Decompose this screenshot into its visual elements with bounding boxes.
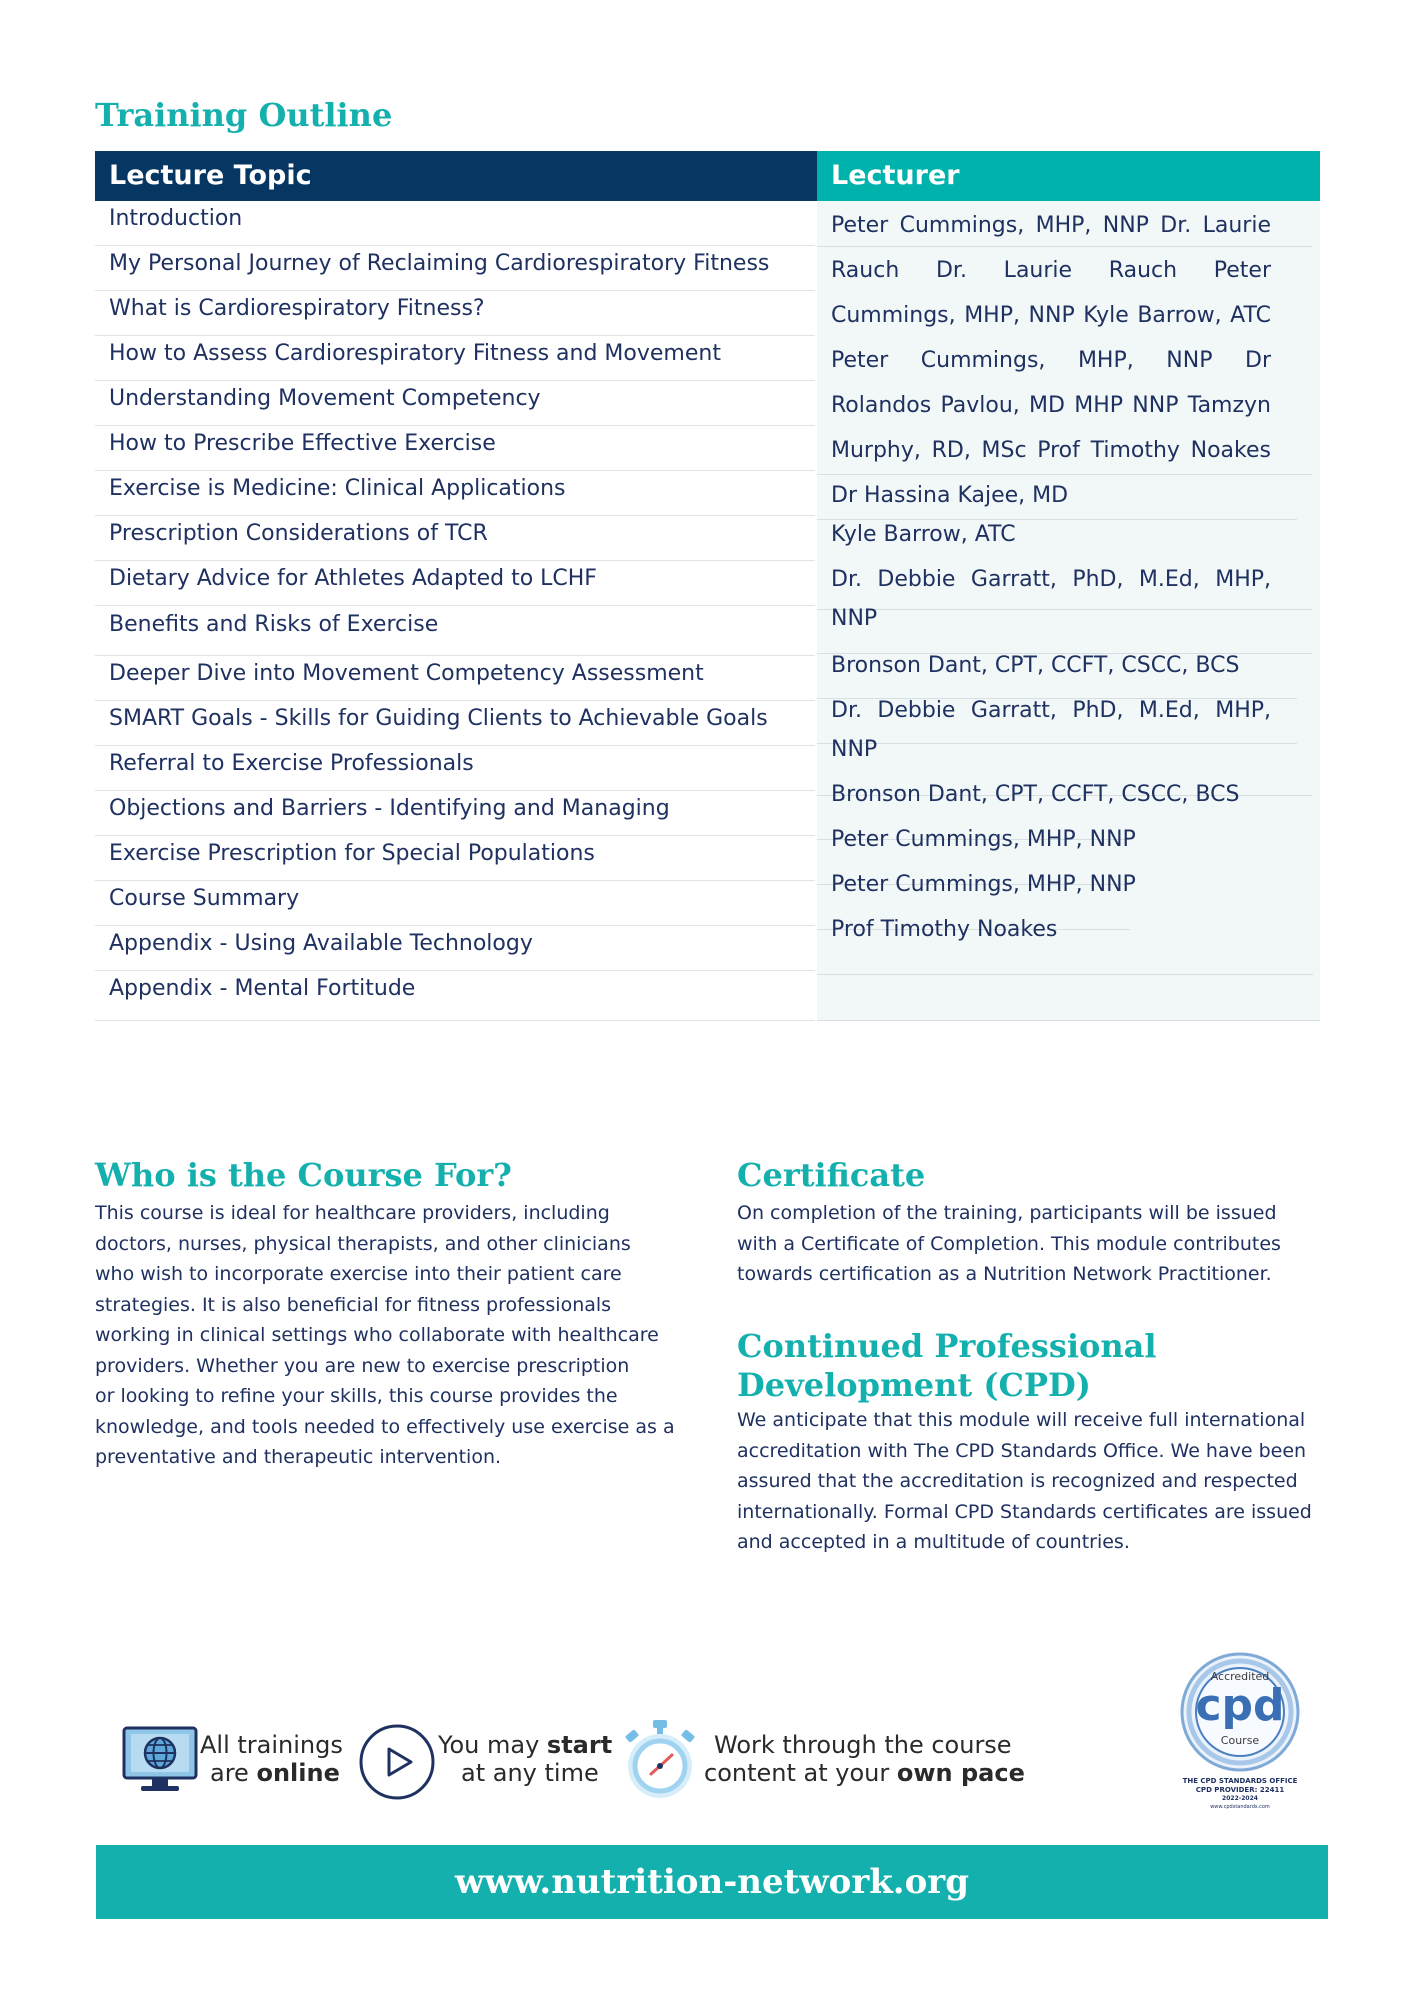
start-text: You may [438,1731,547,1759]
lecturer-row-divider [817,1020,1320,1021]
topic-row: Prescription Considerations of TCR [95,516,815,561]
topic-row: Introduction [95,201,815,246]
who-for-line: preventative and therapeutic intervention. [95,1446,502,1468]
topic-row: Appendix - Mental Fortitude [95,971,815,1021]
pace-text: content at your [704,1759,897,1787]
badge-provider: CPD PROVIDER: 22411 [1195,1786,1285,1794]
lecturer-entry: Bronson Dant, CPT, CCFT, CSCC, BCS [831,782,1240,807]
topic-row: Deeper Dive into Movement Competency Assessment [95,656,815,701]
cpd-line: and accepted in a multitude of countries. [737,1531,1130,1553]
who-for-line: who wish to incorporate exercise into their patient care [95,1263,622,1285]
lecture-topic-header: Lecture Topic [95,151,817,201]
pace-line2 [704,1759,1025,1788]
topic-row: Exercise Prescription for Special Populations [95,836,815,881]
who-for-line: knowledge, and tools needed to effectively use exercise as a [95,1415,675,1438]
lecturers-paragraph: Peter Cummings, MHP, NNP Dr. Laurie Rauch Dr. Laurie Rauch Peter Cummings, MHP, NNP Kyle Barrow, ATC Peter Cummings, MHP, NNP Dr Rolandos Pavlou, MD MHP NNP Tamzyn Murphy, RD, MSc Prof Timothy Noakes Dr Hassina Kajee, MD [831,213,1271,508]
start-emphasis: start [546,1731,613,1759]
badge-cpd-logo: cpd [1195,1680,1285,1731]
lecturer-entry: Dr. Debbie Garratt, PhD, M.Ed, MHP, [831,698,1271,723]
topic-row: My Personal Journey of Reclaiming Cardiorespiratory Fitness [95,246,815,291]
cpd-line: We anticipate that this module will receive full international [737,1409,1306,1431]
certificate-line: with a Certificate of Completion. This module contributes [737,1232,1281,1255]
topic-row: How to Prescribe Effective Exercise [95,426,815,471]
lecturer-entry: NNP [831,737,878,762]
who-for-line: This course is ideal for healthcare providers, including [95,1202,610,1224]
cpd-title: Continued Professional [737,1327,1157,1365]
badge-years: 2022-2024 [1222,1795,1258,1802]
topic-row: Exercise is Medicine: Clinical Applications [95,471,815,516]
badge-office: THE CPD STANDARDS OFFICE [1182,1777,1298,1785]
who-for-title: Who is the Course For? [95,1156,512,1194]
topic-row: Appendix - Using Available Technology [95,926,815,971]
lecturer-entry: Kyle Barrow, ATC [831,522,1016,547]
online-text: are [210,1759,257,1787]
start-line1 [438,1731,612,1760]
topic-row: Benefits and Risks of Exercise [95,606,815,656]
who-for-line: strategies. It is also beneficial for fitness professionals [95,1293,612,1316]
lecturer-entry: NNP [831,606,878,631]
lecturer-entry: Peter Cummings, MHP, NNP [831,827,1136,852]
who-for-line: doctors, nurses, physical therapists, and other clinicians [95,1232,631,1255]
topic-row: How to Assess Cardiorespiratory Fitness and Movement [95,336,815,381]
play-icon [358,1723,436,1801]
online-emphasis: online [256,1759,340,1787]
online-line1: All trainings [200,1731,343,1759]
cpd-line: accreditation with The CPD Standards Office. We have been [737,1439,1307,1462]
topic-row: SMART Goals - Skills for Guiding Clients to Achievable Goals [95,701,815,746]
topic-row: Understanding Movement Competency [95,381,815,426]
topic-row: Dietary Advice for Athletes Adapted to LCHF [95,561,815,606]
certificate-line: towards certification as a Nutrition Network Practitioner. [737,1263,1272,1285]
who-for-line: working in clinical settings who collaborate with healthcare [95,1324,659,1346]
topic-row: Course Summary [95,881,815,926]
monitor-globe-icon [121,1725,199,1795]
cpd-line: internationally. Formal CPD Standards certificates are issued [737,1500,1312,1523]
pace-emphasis: own pace [896,1759,1025,1787]
topic-row: Referral to Exercise Professionals [95,746,815,791]
certificate-line: On completion of the training, participants will be issued [737,1202,1277,1224]
training-outline-title: Training Outline [95,96,393,134]
topic-row: What is Cardiorespiratory Fitness? [95,291,815,336]
who-for-line: providers. Whether you are new to exercise prescription [95,1354,630,1377]
stopwatch-icon [620,1718,700,1802]
lecturer-row-divider [817,974,1313,975]
who-for-line: or looking to refine your skills, this course provides the [95,1385,618,1407]
pace-line1: Work through the course [714,1731,1012,1759]
lecturer-entry: Prof Timothy Noakes [831,917,1058,942]
start-line2: at any time [461,1759,599,1787]
badge-accredited: Accredited [1210,1670,1270,1683]
online-line2 [210,1759,340,1788]
lecturer-entry: Bronson Dant, CPT, CCFT, CSCC, BCS [831,653,1240,678]
lecturer-entry: Peter Cummings, MHP, NNP [831,872,1136,897]
certificate-title: Certificate [737,1156,926,1194]
footer-url-bar[interactable]: www.nutrition-network.org [96,1845,1328,1919]
lecturer-header: Lecturer [817,151,1320,201]
cpd-title-line2: Development (CPD) [737,1366,1091,1404]
badge-site: www.cpdstandards.com [1210,1804,1270,1810]
topic-row: Objections and Barriers - Identifying and Managing [95,791,815,836]
cpd-line: assured that the accreditation is recognized and respected [737,1470,1298,1492]
cpd-accredited-badge [1170,1650,1310,1815]
badge-course: Course [1220,1734,1260,1747]
lecturer-entry: Dr. Debbie Garratt, PhD, M.Ed, MHP, [831,567,1271,592]
